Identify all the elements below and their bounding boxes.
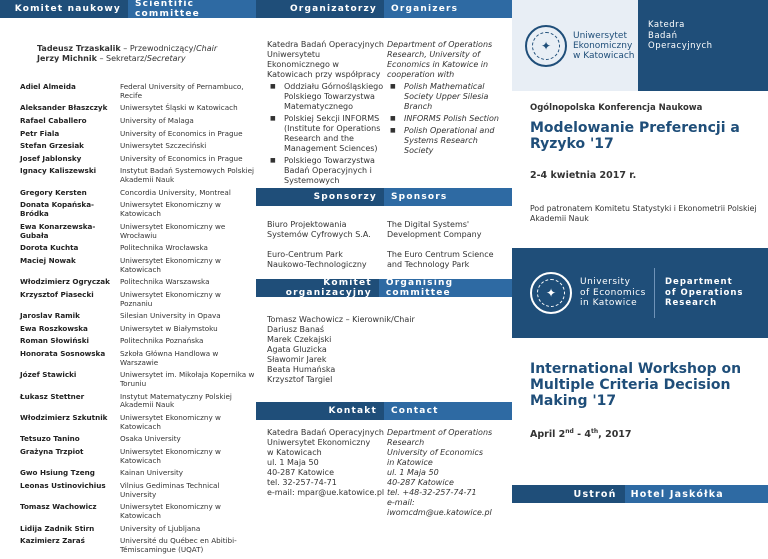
member-affiliation: Instytut Matematyczny Polskiej Akademii Nauk [120,391,232,410]
university-name-pl: Uniwersytet Ekonomiczny w Katowicach [573,30,635,61]
contact-address-pl [267,428,385,498]
member-name: Aleksander Błaszczyk [20,103,108,113]
conference-date-pl: 2-4 kwietnia 2017 r. [530,170,637,181]
organising-member: Beata Humańska [267,365,336,374]
heading-en: Organizers [384,0,512,18]
sponsors-header [256,188,512,206]
heading-en: Contact [384,402,512,420]
heading-pl: Organizatorzy [289,4,377,14]
contact-line-en: ul. 1 Maja 50 [387,468,439,477]
university-seal-icon: ✦ [530,272,572,314]
member-affiliation: Politechnika Poznańska [120,336,204,346]
heading-pl: Sponsorzy [313,192,377,202]
organising-member: Dariusz Banaś [267,325,325,334]
sponsor-2-pl: Euro-Centrum Park Naukowo-Technologiczny [267,250,367,269]
member-affiliation: Uniwersytet w Białymstoku [120,323,218,333]
member-affiliation: Politechnika Warszawska [120,277,210,287]
committee-member-row [20,371,256,389]
organising-member: Marek Czekajski [267,335,332,344]
committee-members-list [20,83,256,559]
member-name: Tetsuzo Tanino [20,434,80,444]
member-name: Krzysztof Piasecki [20,289,94,299]
contact-line-pl: e-mail: mpar@ue.katowice.pl [267,488,385,497]
contact-line-pl: ul. 1 Maja 50 [267,458,319,467]
committee-member-row [20,435,256,444]
contact-line-en: e-mail: [387,498,415,507]
organizers-pl [267,40,385,188]
member-name: Adiel Almeida [20,82,76,91]
heading-pl: Komitet organizacyjny [285,278,372,298]
chair-block: Tadeusz Trzaskalik – Przewodniczący/Chair Jerzy Michnik – Sekretarz/Secretary [37,44,218,63]
contact-line-pl: Uniwersytet Ekonomiczny [267,438,371,447]
member-affiliation: Szkoła Główna Handlowa w Warszawie [120,348,219,367]
organizers-intro-pl: Katedra Badań Operacyjnych Uniwersytetu Ekonomicznego w Katowicach przy współpracy [267,40,384,79]
contact-line-pl: w Katowicach [267,448,322,457]
contact-line-en: in Katowice [387,458,433,467]
organizer-item-en: ■ INFORMS Polish Section [387,114,509,124]
conference-type: Ogólnopolska Konferencja Naukowa [530,103,703,113]
member-name: Gregory Kersten [20,187,87,197]
contact-line-en: tel. +48-32-257-74-71 [387,488,477,497]
member-name: Grażyna Trzpiot [20,447,84,457]
member-affiliation: Federal University of Pernambuco, Recife [120,82,244,100]
organizers-en-list [387,82,509,156]
organising-member: Sławomir Jarek [267,355,327,364]
committee-member-row [20,482,256,500]
member-affiliation: University of Malaga [120,115,194,125]
member-affiliation: Kainan University [120,468,184,478]
member-name: Ewa Roszkowska [20,323,88,333]
member-name: Ewa Konarzewska-Gubała [20,221,96,240]
organizer-item-en: ■ Polish Mathematical Society Upper Silesia Branch [387,82,509,112]
committee-member-row [20,537,256,555]
committee-member-row [20,257,256,275]
university-name-en: University of Economics in Katowice [580,277,646,309]
committee-member-row [20,201,256,219]
committee-member-row [20,189,256,198]
conference-date-en: April 2nd - 4th, 2017 [530,428,632,441]
organizers-panel [256,0,512,543]
organizers-en [387,40,509,158]
committee-member-row [20,142,256,151]
cover-panel [512,0,768,543]
heading-pl: Kontakt [328,406,377,416]
committee-member-row [20,325,256,334]
sponsor-1-pl: Biuro Projektowania Systemów Cyfrowych S.A. [267,220,371,239]
committee-member-row [20,350,256,368]
member-name: Dorota Kuchta [20,243,79,253]
department-box-pl: Katedra Badań Operacyjnych [638,0,768,91]
member-affiliation: Osaka University [120,434,181,444]
member-name: Honorata Sosnowska [20,348,106,358]
member-name: Josef Jablonsky [20,153,82,163]
committee-member-row [20,223,256,241]
contact-line-en: 40-287 Katowice [387,478,454,487]
university-logo-pl [512,0,638,91]
contact-line-en: Department of Operations [387,428,493,437]
scientific-committee-header [0,0,256,18]
member-affiliation: Silesian University in Opava [120,311,221,321]
committee-member-row [20,414,256,432]
heading-en: Scientific committee [128,0,256,18]
conference-title-pl: Modelowanie Preferencji a Ryzyko '17 [530,120,740,152]
member-affiliation: Politechnika Wrocławska [120,243,208,253]
university-logo-en [512,248,768,338]
committee-member-row [20,312,256,321]
department-name-en: Department of Operations Research [665,277,744,309]
committee-member-row [20,244,256,253]
contact-line-en: iwomcdm@ue.katowice.pl [387,508,492,517]
member-name: Włodzimierz Szkutnik [20,413,108,423]
member-affiliation: Uniwersytet Ekonomiczny w Katowicach [120,502,221,521]
organising-members [267,325,507,385]
organizer-item-pl: ■ Polskiej Sekcji INFORMS (Institute for Operations Research and the Management Sciences) [267,114,385,154]
committee-member-row [20,503,256,521]
committee-member-row [20,278,256,287]
committee-member-row [20,448,256,466]
organizers-pl-list [267,82,385,186]
member-affiliation: Uniwersytet Ekonomiczny w Poznaniu [120,289,221,308]
member-name: Donata Kopańska-Bródka [20,200,95,219]
contact-line-en: University of Economics [387,448,484,457]
member-affiliation: Concordia University, Montreal [120,187,231,197]
member-affiliation: University of Ljubljana [120,523,201,533]
member-affiliation: Université du Québec en Abitibi-Témiscamingue (UQAT) [120,536,237,555]
sponsor-2-en: The Euro Centrum Science and Technology Park [387,250,494,269]
committee-member-row [20,525,256,534]
contact-address-en [387,428,509,518]
heading-en: Sponsors [384,188,512,206]
committee-member-row [20,469,256,478]
heading-pl: Komitet naukowy [14,4,121,14]
member-name: Maciej Nowak [20,255,76,265]
member-name: Petr Fiala [20,128,60,138]
organising-committee-list: Tomasz Wachowicz – Kierownik/Chair Dariusz Banaś Marek Czekajski Agata Gluzicka Sławomir Jarek Beata Humańska Krzysztof Targiel [267,315,507,385]
chair-role-pl: Przewodniczący [129,44,194,53]
organizer-item-pl: ■ Polskiego Towarzystwa Badań Operacyjnych i Systemowych [267,156,385,186]
organising-committee-header [256,279,512,297]
contact-line-pl: 40-287 Katowice [267,468,335,477]
committee-member-row [20,130,256,139]
contact-header [256,402,512,420]
committee-member-row [20,337,256,346]
organizer-item-en: ■ Polish Operational and Systems Research Society [387,126,509,156]
member-name: Rafael Caballero [20,115,87,125]
organizers-header [256,0,512,18]
conference-title-en: International Workshop on Multiple Criteria Decision Making '17 [530,361,742,409]
member-affiliation: Uniwersytet Ekonomiczny w Katowicach [120,200,221,219]
member-name: Włodzimierz Ogryczak [20,277,110,287]
member-name: Stefan Grzesiak [20,141,84,151]
organising-member: Krzysztof Targiel [267,375,333,384]
member-affiliation: Uniwersytet Ekonomiczny w Katowicach [120,413,221,431]
venue-hotel: Hotel Jaskółka [625,485,768,503]
committee-member-row [20,167,256,185]
member-name: Kazimierz Zaraś [20,536,85,546]
secretary-role-pl: Sekretarz [106,54,145,63]
organising-chair-role: Kierownik/Chair [352,315,415,324]
contact-line-en: Research [387,438,425,447]
member-affiliation: Uniwersytet Ekonomiczny w Katowicach [120,255,221,274]
chair-role-en: Chair [196,44,218,53]
member-name: Leonas Ustinovichius [20,481,106,491]
secretary-name: Jerzy Michnik [37,54,97,63]
venue-bar [512,485,768,503]
member-name: Lidija Zadnik Stirn [20,523,95,533]
member-affiliation: Uniwersytet Śląski w Katowicach [120,103,238,113]
university-seal-icon: ✦ [525,25,567,67]
committee-member-row [20,104,256,113]
member-name: Łukasz Stettner [20,391,85,401]
chair-name: Tadeusz Trzaskalik [37,44,121,53]
contact-line-pl: Katedra Badań Operacyjnych [267,428,384,437]
member-affiliation: Vilnius Gediminas Technical University [120,481,220,499]
logo-divider [654,268,655,318]
patronage-note: Pod patronatem Komitetu Statystyki i Ekonometrii Polskiej Akademii Nauk [530,204,757,223]
organizer-item-pl: ■ Oddziału Górnośląskiego Polskiego Towarzystwa Matematycznego [267,82,385,112]
member-affiliation: Uniwersytet im. Mikołaja Kopernika w Toruniu [120,370,255,389]
member-name: Jaroslav Ramik [20,311,80,321]
member-affiliation: University of Economics in Prague [120,153,243,163]
organising-member: Agata Gluzicka [267,345,327,354]
member-affiliation: Uniwersytet Ekonomiczny w Katowicach [120,447,221,465]
committee-member-row [20,117,256,126]
member-affiliation: Instytut Badań Systemowych Polskiej Akademii Nauk [120,166,255,185]
member-name: Tomasz Wachowicz [20,502,97,512]
sponsor-1-en: The Digital Systems' Development Company [387,220,482,239]
member-affiliation: Uniwersytet Ekonomiczny we Wrocławiu [120,221,226,240]
member-affiliation: Uniwersytet Szczeciński [120,141,207,151]
committee-member-row [20,291,256,309]
member-name: Ignacy Kaliszewski [20,166,97,176]
organising-chair-name: Tomasz Wachowicz [267,315,344,324]
member-affiliation: University of Economics in Prague [120,128,243,138]
organizers-intro-en: Department of Operations Research, University of Economics in Katowice in cooperation with [387,40,493,79]
heading-en: Organising committee [379,279,512,297]
committee-member-row [20,83,256,101]
committee-member-row [20,393,256,411]
venue-town: Ustroń [573,488,617,500]
secretary-role-en: Secretary [146,54,186,63]
committee-member-row [20,155,256,164]
member-name: Józef Stawicki [20,370,77,380]
scientific-committee-panel [0,0,256,555]
contact-line-pl: tel. 32-257-74-71 [267,478,337,487]
member-name: Roman Słowiński [20,336,89,346]
member-name: Gwo Hsiung Tzeng [20,468,95,478]
